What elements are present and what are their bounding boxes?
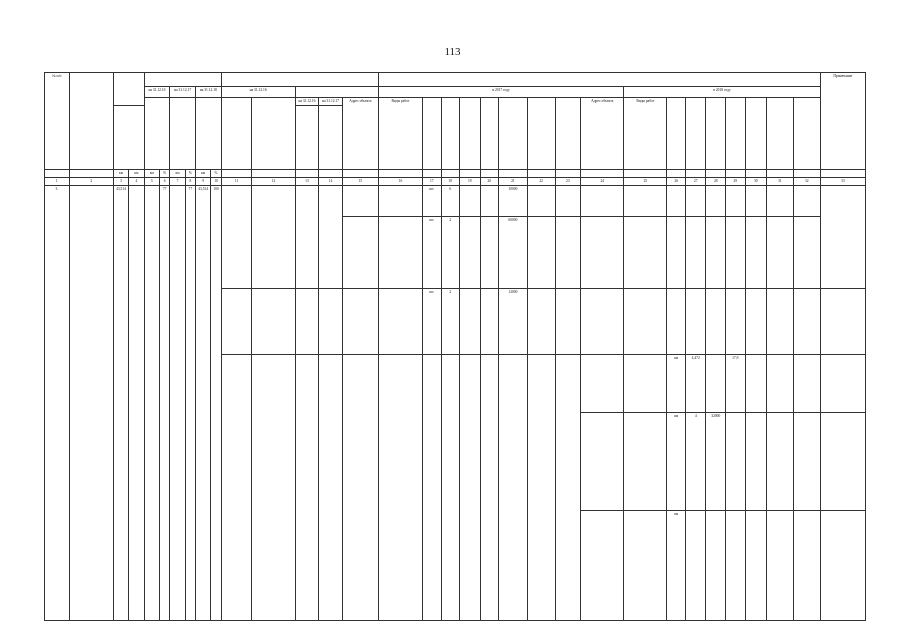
unit-10: % — [211, 170, 221, 178]
c28-cell — [706, 355, 726, 413]
works-type-cell — [378, 355, 422, 621]
c23-cell — [555, 217, 581, 289]
unit-30 — [745, 170, 767, 178]
col-num: 18 — [441, 178, 459, 186]
unit-24 — [581, 170, 624, 178]
unit-3: км — [113, 170, 128, 178]
non-normative-header — [144, 73, 221, 87]
unit-13 — [295, 170, 319, 178]
c19-cell — [460, 355, 481, 621]
qty-cell — [441, 355, 459, 621]
header-row-3 — [45, 98, 866, 106]
unit-14 — [319, 170, 343, 178]
col-num: 11 — [221, 178, 252, 186]
works-type-2018-cell — [624, 413, 667, 511]
c31-cell — [767, 289, 794, 355]
road-name-header — [69, 73, 113, 170]
works-type-cell — [378, 289, 422, 355]
pct-2016-cell: 77 — [160, 186, 170, 621]
unit-32 — [793, 170, 820, 178]
c23-cell — [555, 186, 581, 217]
c26-cell — [667, 217, 685, 289]
unit-20 — [480, 170, 498, 178]
c26-cell — [667, 186, 685, 217]
dtp-2016-cell — [295, 289, 319, 355]
unit-21 — [499, 170, 528, 178]
pct-2018-cell: 100 — [211, 186, 221, 621]
blank-2016 — [144, 98, 170, 170]
unit-5: км — [144, 170, 159, 178]
unit-2018-cell: км — [667, 413, 685, 511]
c19-cell — [460, 186, 481, 217]
c32-cell — [793, 186, 820, 217]
col-num: 2 — [69, 178, 113, 186]
unit-cost-cell: 60000 — [499, 217, 528, 289]
dtp-cause-cell — [252, 355, 295, 621]
object-address-2-header: Адрес объекта — [581, 98, 624, 170]
c27-cell — [685, 289, 706, 355]
col-num: 10 — [211, 178, 221, 186]
cost-cell — [480, 217, 498, 289]
date-2017-header: на 31.12.17 — [170, 87, 196, 98]
table-row — [45, 186, 866, 217]
unit-2-header — [667, 98, 685, 170]
c32-cell — [793, 511, 820, 621]
cost-cell — [480, 355, 498, 621]
dtp-2017-cell — [319, 355, 343, 621]
page-number: 113 — [444, 46, 461, 58]
concentration-2016-header — [295, 106, 319, 170]
cost-2018-cell — [726, 413, 746, 511]
report-table-sheet — [44, 72, 866, 618]
unit-1 — [45, 170, 70, 178]
dtp-2016-cell — [295, 186, 319, 289]
wear-2018-cell: 32000 — [706, 413, 726, 511]
dtp-address-cell — [221, 289, 252, 355]
year-2017-header: в 2017 году — [378, 87, 623, 98]
c32-cell — [793, 217, 820, 289]
col-num: 30 — [745, 178, 767, 186]
date-2016-header: на 31.12.16 — [144, 87, 170, 98]
object-address-2018-cell — [581, 413, 624, 511]
km-2017-cell — [170, 186, 185, 621]
unit-26 — [667, 170, 685, 178]
qty-2018-cell — [685, 511, 706, 621]
unit-cell: шт. — [423, 186, 441, 217]
c25-cell — [624, 289, 667, 355]
c24-cell — [581, 186, 624, 217]
unit-16 — [378, 170, 422, 178]
qty-cell: 2 — [441, 217, 459, 289]
unit-27 — [685, 170, 706, 178]
col-num: 1 — [45, 178, 70, 186]
unit-15 — [342, 170, 378, 178]
row-number: 3. — [45, 186, 70, 621]
unit-2018-cell: км — [667, 511, 685, 621]
qty-cell: 2 — [441, 289, 459, 355]
object-address-header: Адрес объекта — [342, 98, 378, 170]
km-2016-cell — [144, 186, 159, 621]
address-header — [221, 98, 252, 170]
unit-28 — [706, 170, 726, 178]
unit-23 — [555, 170, 581, 178]
works-type-2018-cell — [624, 511, 667, 621]
unit-cell: шт. — [423, 217, 441, 289]
c25-cell — [624, 217, 667, 289]
unit-cost-cell: 10000 — [499, 186, 528, 217]
note-cell — [820, 186, 865, 289]
col-num: 14 — [319, 178, 343, 186]
qty-2018-cell: 4 — [685, 413, 706, 511]
blank-2017 — [170, 98, 196, 170]
unit-19 — [460, 170, 481, 178]
unit-12 — [252, 170, 295, 178]
note-cell — [820, 511, 865, 621]
c32-cell — [793, 289, 820, 355]
object-address-2018-cell — [581, 511, 624, 621]
col-num: 4 — [129, 178, 144, 186]
unit-7: км — [170, 170, 185, 178]
dtp-date-2016-header: на 31.12.16 — [221, 87, 295, 98]
c28-cell — [706, 186, 726, 217]
c19-cell — [460, 289, 481, 355]
c22-cell — [527, 355, 555, 621]
col-num: 5 — [144, 178, 159, 186]
col-num: 24 — [581, 178, 624, 186]
c32-cell — [793, 413, 820, 511]
note-cell — [820, 355, 865, 413]
col-num: 28 — [706, 178, 726, 186]
units-row — [45, 170, 866, 178]
wear-2018-cell — [706, 511, 726, 621]
unit-cost-2018-cell — [745, 511, 767, 621]
col-num: 15 — [342, 178, 378, 186]
planned-period-2-header — [767, 98, 794, 170]
c30-cell — [745, 217, 767, 289]
col-num: 23 — [555, 178, 581, 186]
qty-cell: 6 — [441, 186, 459, 217]
col-num: 27 — [685, 178, 706, 186]
dtp-2017-cell — [319, 289, 343, 355]
unit-cost-cell: 12000 — [499, 289, 528, 355]
date-2017-small: на 31.12.17 — [319, 98, 343, 106]
col-num: 16 — [378, 178, 422, 186]
unit-2 — [69, 170, 113, 178]
pct-2017-cell: 77 — [185, 186, 195, 621]
column-numbers-row — [45, 178, 866, 186]
unit-31 — [767, 170, 794, 178]
length-total-cell: 43,514 — [113, 186, 128, 621]
main-causes-header — [252, 98, 295, 170]
unit-2018-cell: км — [667, 355, 685, 413]
c31-cell — [767, 217, 794, 289]
c28-cell — [706, 289, 726, 355]
c30-cell — [745, 289, 767, 355]
dtp-ongoing-header — [295, 87, 378, 98]
concentration-2017-header — [319, 106, 343, 170]
unit-cost-header — [499, 98, 528, 170]
col-num: 32 — [793, 178, 820, 186]
c19-cell — [460, 217, 481, 289]
unit-cost-2018-cell — [745, 355, 767, 413]
col-num: 29 — [726, 178, 746, 186]
works-type-cell — [378, 186, 422, 217]
dtp-address-cell — [221, 355, 252, 621]
unit-33 — [820, 170, 865, 178]
works-type-2-header: Виды работ — [624, 98, 667, 170]
col-num: 19 — [460, 178, 481, 186]
dtp-cause-cell — [252, 186, 295, 289]
unit-cell: шт. — [423, 289, 441, 355]
col-num: 25 — [624, 178, 667, 186]
capacity-2-header — [685, 98, 706, 170]
date-2016-small: на 31.12.16 — [295, 98, 319, 106]
c24-cell — [581, 217, 624, 289]
c28-cell — [706, 217, 726, 289]
col-num: 12 — [252, 178, 295, 186]
unit-6: % — [160, 170, 170, 178]
col-num: 13 — [295, 178, 319, 186]
c31-cell — [767, 413, 794, 511]
c32-cell — [793, 355, 820, 413]
unit-cost-cell — [499, 355, 528, 621]
date-2018-header: на 31.12.18 — [195, 87, 221, 98]
c22-cell — [527, 217, 555, 289]
c27-cell — [685, 217, 706, 289]
unit-8: % — [185, 170, 195, 178]
qty-2018-cell: 4,472 — [685, 355, 706, 413]
c22-cell — [527, 186, 555, 217]
unit-17 — [423, 170, 441, 178]
c22-cell — [527, 289, 555, 355]
col-num: 20 — [480, 178, 498, 186]
dtp-2016-cell — [295, 355, 319, 621]
col-num: 8 — [185, 178, 195, 186]
length-header — [113, 73, 144, 106]
wear-2-header — [706, 98, 726, 170]
unit-cell — [423, 355, 441, 621]
c29-cell — [726, 289, 746, 355]
col-num: 22 — [527, 178, 555, 186]
unit-header — [423, 98, 441, 170]
col-num: 21 — [499, 178, 528, 186]
object-address-cell — [342, 355, 378, 621]
km-2018-cell: 43,514 — [195, 186, 210, 621]
cost-2018-cell: 17,9 — [726, 355, 746, 413]
col-num: 6 — [160, 178, 170, 186]
length-subheader — [113, 106, 144, 170]
dtp-places-header — [221, 73, 378, 87]
cost-2018-cell — [726, 511, 746, 621]
header-row-1 — [45, 73, 866, 87]
header-row-2 — [45, 87, 866, 98]
c29-cell — [726, 186, 746, 217]
c31-cell — [767, 511, 794, 621]
c29-cell — [726, 217, 746, 289]
note-cell — [820, 413, 865, 511]
unit-9: км — [195, 170, 210, 178]
length-nonnorm-cell — [129, 186, 144, 621]
c23-cell — [555, 289, 581, 355]
col-num: 33 — [820, 178, 865, 186]
unit-18 — [441, 170, 459, 178]
note-cell — [820, 289, 865, 355]
cost-header — [480, 98, 498, 170]
works-type-2018-cell — [624, 355, 667, 413]
c31-cell — [767, 186, 794, 217]
dtp-address-cell — [221, 186, 252, 289]
object-address-cell — [342, 217, 378, 289]
road-name-cell — [69, 186, 113, 621]
planned-period-header — [527, 98, 555, 170]
unit-29 — [726, 170, 746, 178]
object-address-cell — [342, 186, 378, 217]
col-num: 31 — [767, 178, 794, 186]
cost-cell — [480, 289, 498, 355]
unit-11 — [221, 170, 252, 178]
unit-4: км — [129, 170, 144, 178]
object-address-2018-cell — [581, 355, 624, 413]
c26-cell — [667, 289, 685, 355]
dtp-2017-cell — [319, 186, 343, 289]
col-num: 17 — [423, 178, 441, 186]
col-num: 7 — [170, 178, 185, 186]
c30-cell — [745, 186, 767, 217]
blank-2018 — [195, 98, 221, 170]
capacity-header — [441, 98, 459, 170]
works-type-cell — [378, 217, 422, 289]
col-no-header: № п/п — [45, 73, 70, 170]
c31-cell — [767, 355, 794, 413]
cost-cell — [480, 186, 498, 217]
c25-cell — [624, 186, 667, 217]
dtp-cause-cell — [252, 289, 295, 355]
c24-cell — [581, 289, 624, 355]
col-num: 9 — [195, 178, 210, 186]
c23-cell — [555, 355, 581, 621]
cost-2-header — [726, 98, 746, 170]
planned-period-2b-header — [793, 98, 820, 170]
unit-cost-2018-cell — [745, 413, 767, 511]
unit-22 — [527, 170, 555, 178]
c27-cell — [685, 186, 706, 217]
planned-period-b-header — [555, 98, 581, 170]
col-num: 26 — [667, 178, 685, 186]
unit-cost-2-header — [745, 98, 767, 170]
unit-25 — [624, 170, 667, 178]
wear-header — [460, 98, 481, 170]
report-table — [44, 72, 866, 621]
works-type-header: Виды работ — [378, 98, 422, 170]
notes-header: Примечание — [820, 73, 865, 170]
col-num: 3 — [113, 178, 128, 186]
volumes-header — [378, 73, 820, 87]
object-address-cell — [342, 289, 378, 355]
year-2018-header: в 2018 году — [624, 87, 820, 98]
